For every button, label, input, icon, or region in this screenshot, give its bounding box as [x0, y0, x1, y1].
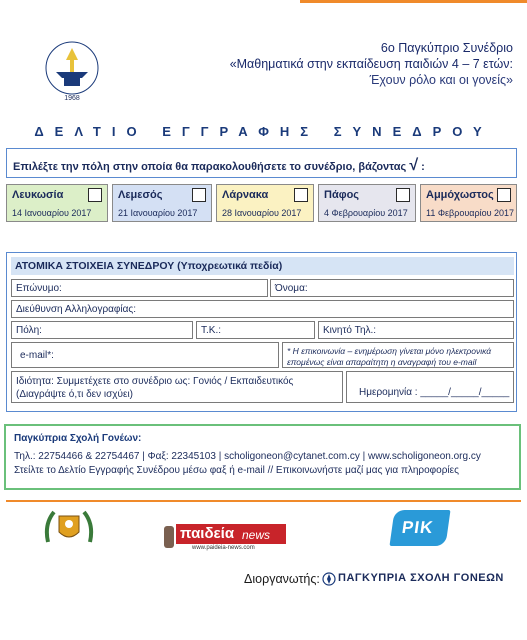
- cyprus-emblem-logo: [42, 506, 96, 546]
- city-date: 28 Ιανουαρίου 2017: [222, 208, 302, 218]
- contact-details: Τηλ.: 22754466 & 22754467 | Φαξ: 22345103 | scholigoneon@cytanet.com.cy | www.scholigoneon.org.cy: [14, 451, 481, 462]
- city-name: Λάρνακα: [222, 189, 269, 201]
- contact-section: [4, 424, 521, 490]
- city-name: Αμμόχωστος: [426, 189, 494, 201]
- conference-number: 6ο Παγκύπριο Συνέδριο: [380, 41, 513, 55]
- city-prompt: Επιλέξτε την πόλη στην οποία θα παρακολουθήσετε το συνέδριο, βάζοντας √ :: [6, 148, 517, 178]
- news-text: news: [242, 528, 271, 542]
- surname-field[interactable]: Επώνυμο:: [11, 279, 268, 297]
- date-field[interactable]: Ημερομηνία : _____/_____/_____: [346, 371, 514, 403]
- paideia-url: www.paideia-news.com: [192, 545, 255, 551]
- city-option[interactable]: [216, 184, 314, 222]
- organizer-name: ΠΑΓΚΥΠΡΙΑ ΣΧΟΛΗ ΓΟΝΕΩΝ: [338, 572, 504, 584]
- role-field[interactable]: Ιδιότητα: Συμμετέχετε στο συνέδριο ως: Γονιός / Εκπαιδευτικός (Διαγράψτε ό,τι δεν ισχύει): [11, 371, 343, 403]
- name-field[interactable]: Όνομα:: [270, 279, 514, 297]
- paideia-news-logo: [164, 524, 286, 552]
- conference-header: [230, 40, 513, 88]
- city-field[interactable]: Πόλη:: [11, 321, 193, 339]
- city-date: 11 Φεβρουαρίου 2017: [426, 208, 515, 218]
- school-emblem-icon: [322, 572, 336, 586]
- contact-title: Παγκύπρια Σχολή Γονέων:: [14, 433, 142, 444]
- city-date: 14 Ιανουαρίου 2017: [12, 208, 92, 218]
- bottom-divider: [6, 500, 521, 502]
- personal-details-section: [6, 252, 517, 412]
- city-option[interactable]: [318, 184, 416, 222]
- rik-logo: [389, 510, 450, 546]
- paideia-text: παιδεία: [180, 525, 235, 542]
- city-date: 21 Ιανουαρίου 2017: [118, 208, 198, 218]
- rik-text: ΡΙΚ: [400, 518, 435, 537]
- conference-title-line2: Έχουν ρόλο και οι γονείς»: [369, 73, 513, 87]
- city-checkbox[interactable]: [192, 188, 206, 202]
- city-name: Λευκωσία: [12, 189, 64, 201]
- school-logo: [36, 38, 108, 102]
- checkmark-icon: √: [409, 157, 419, 174]
- mobile-field[interactable]: Κινητό Τηλ.:: [318, 321, 514, 339]
- personal-details-heading: ΑΤΟΜΙΚΑ ΣΤΟΙΧΕΙΑ ΣΥΝΕΔΡΟΥ (Υποχρεωτικά πεδία): [11, 257, 514, 275]
- email-field[interactable]: e-mail*:: [11, 342, 279, 368]
- postcode-field[interactable]: Τ.Κ.:: [196, 321, 315, 339]
- city-checkbox[interactable]: [294, 188, 308, 202]
- top-divider: [300, 0, 527, 3]
- email-note: * Η επικοινωνία – ενημέρωση γίνεται μόνο ηλεκτρονικά επομένως είναι απαραίτητη η αναγραφή του e-mail: [282, 342, 514, 368]
- city-option[interactable]: [112, 184, 212, 222]
- city-option[interactable]: [420, 184, 517, 222]
- form-title: ΔΕΛΤΙΟ ΕΓΓΡΑΦΗΣ ΣΥΝΕΔΡΟΥ: [34, 124, 493, 139]
- organizer-label: Διοργανωτής:: [244, 572, 320, 586]
- svg-text:1968: 1968: [64, 95, 80, 102]
- city-name: Πάφος: [324, 189, 360, 201]
- city-prompt-text: Επιλέξτε την πόλη στην οποία θα παρακολουθήσετε το συνέδριο, βάζοντας: [13, 161, 407, 173]
- city-date: 4 Φεβρουαρίου 2017: [324, 208, 408, 218]
- city-checkbox[interactable]: [396, 188, 410, 202]
- city-option[interactable]: [6, 184, 108, 222]
- city-checkbox[interactable]: [88, 188, 102, 202]
- conference-title-line1: «Μαθηματικά στην εκπαίδευση παιδιών 4 – 7 ετών:: [229, 57, 513, 71]
- city-checkbox[interactable]: [497, 188, 511, 202]
- contact-instructions: Στείλτε το Δελτίο Εγγραφής Συνέδρου μέσω φαξ ή e-mail // Επικοινωνήστε μαζί μας για πληροφορίες: [14, 465, 459, 476]
- address-field[interactable]: Διεύθυνση Αλληλογραφίας:: [11, 300, 514, 318]
- city-name: Λεμεσός: [118, 189, 163, 201]
